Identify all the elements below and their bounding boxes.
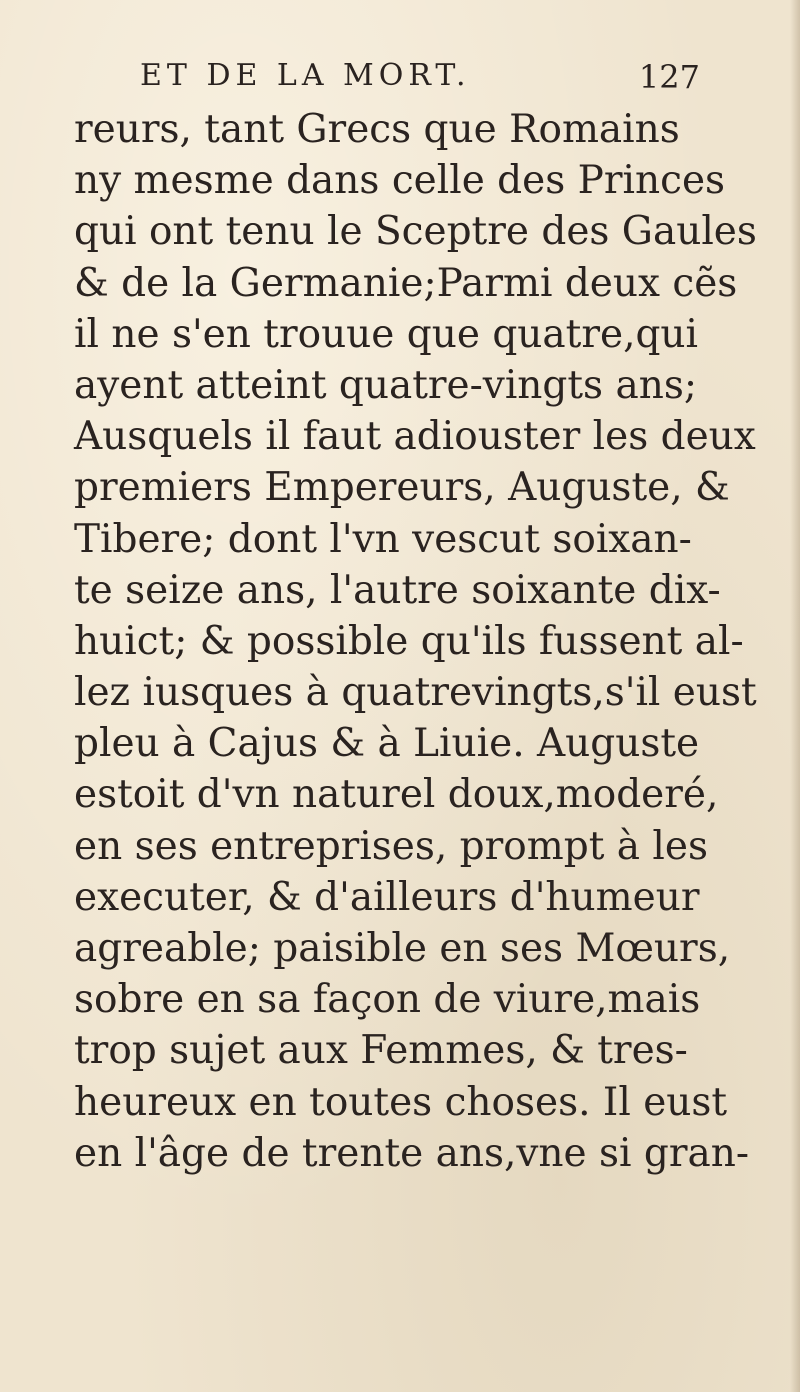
- body-text: [74, 104, 757, 1179]
- text-line: ayent atteint quatre-vingts ans;: [74, 362, 697, 408]
- text-line: pleu à Cajus & à Liuie. Auguste: [74, 721, 700, 767]
- running-title: ET DE LA MORT.: [140, 58, 471, 93]
- text-line: executer, & d'ailleurs d'humeur: [74, 874, 700, 920]
- page-edge-shadow: [790, 0, 800, 1392]
- running-head: [140, 58, 700, 102]
- text-line: en ses entreprises, prompt à les: [74, 823, 708, 869]
- text-line: huict; & possible qu'ils fussent al-: [74, 618, 744, 664]
- text-line: qui ont tenu le Sceptre des Gaules: [74, 209, 757, 255]
- text-line: il ne s'en trouue que quatre,qui: [74, 311, 699, 357]
- text-line: Tibere; dont l'vn vescut soixan-: [74, 516, 692, 562]
- text-line: premiers Empereurs, Auguste, &: [74, 465, 730, 511]
- text-line: Ausquels il faut adiouster les deux: [74, 414, 756, 460]
- text-line: ny mesme dans celle des Princes: [74, 158, 726, 204]
- text-line: sobre en sa façon de viure,mais: [74, 977, 701, 1023]
- text-line: agreable; paisible en ses Mœurs,: [74, 926, 731, 971]
- text-line: & de la Germanie;Parmi deux cẽs: [74, 260, 738, 306]
- text-line: estoit d'vn naturel doux,moderé,: [74, 772, 719, 818]
- text-line: trop sujet aux Femmes, & tres-: [74, 1028, 688, 1074]
- text-line: te seize ans, l'autre soixante dix-: [74, 567, 721, 613]
- text-line: en l'âge de trente ans,vne si gran-: [74, 1130, 750, 1176]
- text-line: heureux en toutes choses. Il eust: [74, 1079, 728, 1125]
- text-line: lez iusques à quatrevingts,s'il eust: [74, 670, 757, 716]
- page-number: 127: [638, 58, 700, 96]
- text-line: reurs, tant Grecs que Romains: [74, 107, 680, 152]
